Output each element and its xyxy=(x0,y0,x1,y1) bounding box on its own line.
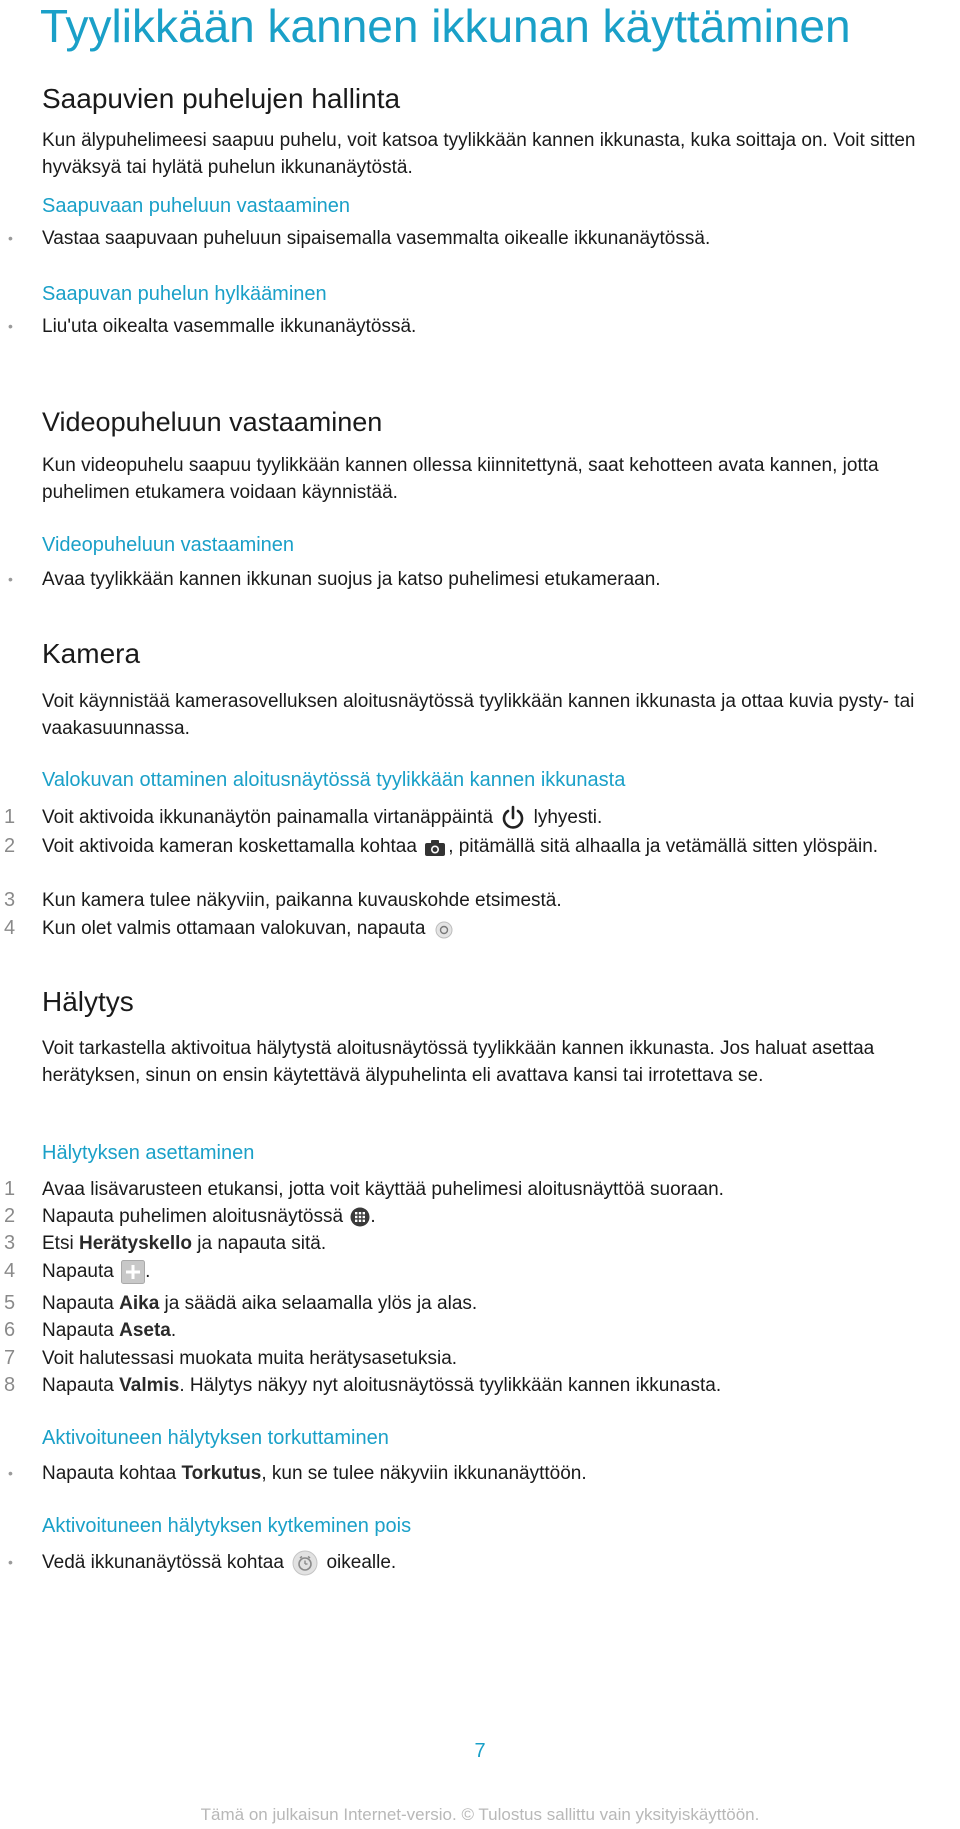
step-number: 3 xyxy=(4,1232,16,1254)
bullet: • xyxy=(8,1465,13,1481)
step-text: Etsi xyxy=(42,1233,74,1254)
step-text: Voit aktivoida ikkunanäytön painamalla virtanäppäintä xyxy=(42,807,494,828)
page-title: Tyylikkään kannen ikkunan käyttäminen xyxy=(40,0,851,52)
step-text: ja napauta sitä. xyxy=(197,1233,327,1254)
ui-term: Torkutus xyxy=(181,1463,262,1484)
step-number: 4 xyxy=(4,1260,16,1282)
subheading-snooze: Aktivoituneen hälytyksen torkuttaminen xyxy=(42,1427,389,1449)
step-number: 5 xyxy=(4,1292,16,1314)
step-number: 4 xyxy=(4,917,16,939)
step-text: Avaa lisävarusteen etukansi, jotta voit käyttää puhelimesi aloitusnäyttöä suoraan. xyxy=(42,1179,724,1200)
dismiss-text: Vedä ikkunanäytössä kohtaa xyxy=(42,1552,284,1573)
subheading-take-photo: Valokuvan ottaminen aloitusnäytössä tyylikkään kannen ikkunasta xyxy=(42,769,626,791)
step-text: Kun olet valmis ottamaan valokuvan, napauta xyxy=(42,918,426,939)
step-number: 3 xyxy=(4,889,16,911)
heading-incoming-calls: Saapuvien puhelujen hallinta xyxy=(42,83,401,114)
step-text: Napauta xyxy=(42,1261,114,1282)
bullet: • xyxy=(8,571,13,587)
step-text: Napauta puhelimen aloitusnäytössä xyxy=(42,1206,344,1227)
bullet: • xyxy=(8,318,13,334)
step-text: Napauta xyxy=(42,1320,114,1341)
step-number: 2 xyxy=(4,835,16,857)
step-text: Napauta xyxy=(42,1375,114,1396)
footer-notice: Tämä on julkaisun Internet-versio. © Tulostus sallittu vain yksityiskäyttöön. xyxy=(200,1805,760,1824)
ui-term: Valmis xyxy=(119,1375,180,1396)
apps-icon xyxy=(350,1207,370,1227)
reject-call-text: Liu'uta oikealta vasemmalle ikkunanäytössä. xyxy=(42,316,417,337)
subheading-answer-call: Saapuvaan puheluun vastaaminen xyxy=(42,195,351,217)
power-icon xyxy=(500,805,526,831)
calls-intro: Kun älypuhelimeesi saapuu puhelu, voit katsoa tyylikkään kannen ikkunasta, kuka soittaja on. Voit sitten hyväksyä tai hylätä puhelun ikkunanäytöstä. xyxy=(42,130,916,178)
video-intro: Kun videopuhelu saapuu tyylikkään kannen ollessa kiinnitettynä, saat kehotteen avata kannen, jotta puhelimen etukamera voidaan käynnistää. xyxy=(42,455,879,503)
alarm-intro: Voit tarkastella aktivoitua hälytystä aloitusnäytössä tyylikkään kannen ikkunasta. Jos haluat asettaa herätyksen, sinun on ensin käytettävä älypuhelinta eli avattava kansi tai irrotettava se. xyxy=(42,1038,875,1086)
step-number: 1 xyxy=(4,1178,16,1200)
camera-icon xyxy=(424,838,446,856)
subheading-reject-call: Saapuvan puhelun hylkääminen xyxy=(42,283,327,305)
bullet: • xyxy=(8,1554,13,1570)
step-text: . xyxy=(170,1320,177,1341)
step-text: Voit aktivoida kameran koskettamalla kohtaa xyxy=(42,836,417,857)
ui-term: Aika xyxy=(119,1293,160,1314)
snooze-text: Napauta kohtaa xyxy=(42,1463,177,1484)
step-text: Kun kamera tulee näkyviin, paikanna kuvauskohde etsimestä. xyxy=(42,890,562,911)
step-text: . xyxy=(145,1261,151,1282)
step-number: 8 xyxy=(4,1374,16,1396)
ui-term: Aseta xyxy=(119,1320,171,1341)
step-text: Voit halutessasi muokata muita herätysasetuksia. xyxy=(42,1348,458,1369)
bullet: • xyxy=(8,230,13,246)
subheading-set-alarm: Hälytyksen asettaminen xyxy=(42,1142,255,1164)
step-number: 1 xyxy=(4,806,16,828)
answer-video-text: Avaa tyylikkään kannen ikkunan suojus ja katso puhelimesi etukameraan. xyxy=(42,569,661,590)
snooze-text: , kun se tulee näkyviin ikkunanäyttöön. xyxy=(261,1463,587,1484)
step-number: 2 xyxy=(4,1205,16,1227)
step-text: Napauta xyxy=(42,1293,114,1314)
answer-call-text: Vastaa saapuvaan puheluun sipaisemalla vasemmalta oikealle ikkunanäytössä. xyxy=(42,228,711,249)
step-text: lyhyesti. xyxy=(533,807,603,828)
ui-term: Herätyskello xyxy=(78,1233,192,1254)
page-number: 7 xyxy=(474,1740,486,1762)
step-text: ja säädä aika selaamalla ylös ja alas. xyxy=(164,1293,478,1314)
step-text: , pitämällä sitä alhaalla ja vetämällä sitten ylöspäin. xyxy=(448,836,879,857)
heading-video-call: Videopuheluun vastaaminen xyxy=(42,407,383,437)
shutter-icon xyxy=(435,920,453,938)
step-text: . xyxy=(370,1206,376,1227)
camera-intro: Voit käynnistää kamerasovelluksen aloitusnäytössä tyylikkään kannen ikkunasta ja ottaa kuvia pysty- tai vaakasuunnassa. xyxy=(42,691,915,739)
plus-icon xyxy=(121,1260,145,1284)
heading-alarm: Hälytys xyxy=(42,986,134,1017)
heading-camera: Kamera xyxy=(42,638,141,669)
subheading-answer-video: Videopuheluun vastaaminen xyxy=(42,534,295,556)
alarm-icon xyxy=(292,1550,318,1576)
dismiss-text: oikealle. xyxy=(326,1552,397,1573)
step-number: 7 xyxy=(4,1347,16,1369)
step-number: 6 xyxy=(4,1319,16,1341)
step-text: . Hälytys näkyy nyt aloitusnäytössä tyylikkään kannen ikkunasta. xyxy=(179,1375,722,1396)
subheading-dismiss: Aktivoituneen hälytyksen kytkeminen pois xyxy=(42,1515,412,1537)
